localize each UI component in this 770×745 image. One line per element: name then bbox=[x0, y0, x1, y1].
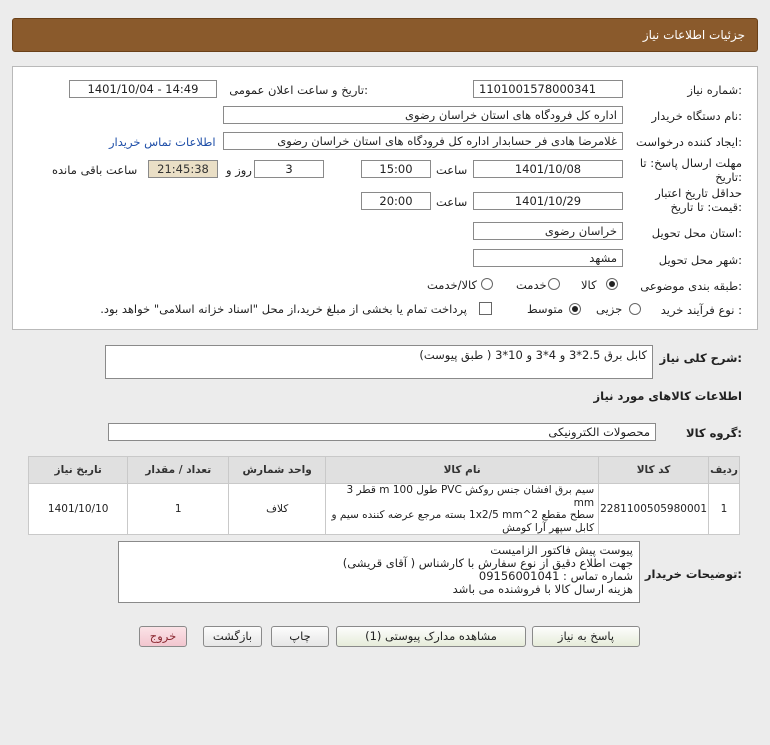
buyer-notes-line: هزینه ارسال کالا با فروشنده می باشد bbox=[452, 582, 633, 596]
print-button[interactable]: چاپ bbox=[271, 626, 329, 647]
description-label: شرح کلی نیاز: bbox=[659, 351, 742, 365]
goods-group-label: گروه کالا: bbox=[686, 426, 742, 440]
process-medium-radio[interactable] bbox=[569, 303, 581, 315]
price-validity-time-field: 20:00 bbox=[361, 192, 431, 210]
delivery-city-label: شهر محل تحویل: bbox=[658, 253, 742, 267]
table-row bbox=[29, 484, 740, 535]
countdown-timer: 21:45:38 bbox=[148, 160, 218, 178]
page-title: جزئیات اطلاعات نیاز bbox=[642, 28, 745, 42]
price-validity-label-2: قیمت: تا تاریخ: bbox=[670, 200, 742, 214]
col-header-row: ردیف bbox=[709, 457, 740, 484]
page-header bbox=[12, 18, 758, 52]
description-field: کابل برق 2.5*3 و 4*3 و 10*3 ( طبق پیوست) bbox=[105, 345, 653, 379]
price-validity-date-field: 1401/10/29 bbox=[473, 192, 623, 210]
buyer-org-label: نام دستگاه خریدار: bbox=[651, 109, 742, 123]
reply-button[interactable]: پاسخ به نیاز bbox=[532, 626, 640, 647]
process-partial-label: جزیی bbox=[596, 302, 623, 316]
exit-button[interactable]: خروج bbox=[139, 626, 187, 647]
buyer-notes-label: توضیحات خریدار: bbox=[644, 567, 742, 581]
cell-row: 1 bbox=[709, 484, 740, 535]
cell-code: 2281100505980001 bbox=[599, 484, 709, 535]
col-header-unit: واحد شمارش bbox=[229, 457, 326, 484]
buyer-notes-box bbox=[118, 541, 640, 603]
requester-field: غلامرضا هادی فر حسابدار اداره کل فرودگاه های استان خراسان رضوی bbox=[223, 132, 623, 150]
treasury-note: پرداخت تمام یا بخشی از مبلغ خرید،از محل "اسناد خزانه اسلامی" خواهد بود. bbox=[100, 302, 467, 316]
cell-date: 1401/10/10 bbox=[29, 484, 128, 535]
goods-info-heading: اطلاعات کالاهای مورد نیاز bbox=[593, 389, 742, 403]
process-partial-radio[interactable] bbox=[629, 303, 641, 315]
cell-name bbox=[326, 484, 599, 535]
category-label: طبقه بندی موضوعی: bbox=[640, 279, 742, 293]
buyer-notes-line: پیوست پیش فاکتور الزامیست bbox=[490, 543, 633, 557]
response-time-label: ساعت bbox=[436, 163, 468, 177]
buyer-contact-link[interactable]: اطلاعات تماس خریدار bbox=[109, 135, 216, 149]
cell-unit: کلاف bbox=[229, 484, 326, 535]
category-service-label: خدمت bbox=[516, 278, 547, 292]
purchase-process-label: نوع فرآیند خرید : bbox=[660, 303, 742, 317]
cell-name-line3: کابل سپهر آرا کومش bbox=[502, 521, 595, 534]
category-goods-radio[interactable] bbox=[606, 278, 618, 290]
category-goods-label: کالا bbox=[581, 278, 597, 292]
delivery-province-field: خراسان رضوی bbox=[473, 222, 623, 240]
response-deadline-label-1: مهلت ارسال پاسخ: تا bbox=[639, 156, 742, 170]
response-time-field: 15:00 bbox=[361, 160, 431, 178]
announce-date-label: تاریخ و ساعت اعلان عمومی: bbox=[229, 83, 368, 97]
remaining-label: ساعت باقی مانده bbox=[52, 163, 138, 177]
cell-name-line1: سیم برق افشان جنس روکش PVC طول 100 m قطر 3 mm bbox=[346, 484, 595, 509]
table-header-row bbox=[29, 457, 740, 484]
col-header-qty: تعداد / مقدار bbox=[128, 457, 229, 484]
category-service-radio[interactable] bbox=[548, 278, 560, 290]
delivery-province-label: استان محل تحویل: bbox=[651, 226, 742, 240]
cell-qty: 1 bbox=[128, 484, 229, 535]
attachments-button[interactable]: مشاهده مدارک پیوستی (1) bbox=[336, 626, 526, 647]
back-button[interactable]: بازگشت bbox=[203, 626, 262, 647]
price-validity-time-label: ساعت bbox=[436, 195, 468, 209]
delivery-city-field: مشهد bbox=[473, 249, 623, 267]
col-header-code: کد کالا bbox=[599, 457, 709, 484]
category-goods-service-label: کالا/خدمت bbox=[427, 278, 478, 292]
days-label: روز و bbox=[226, 163, 252, 177]
treasury-checkbox[interactable] bbox=[479, 302, 492, 315]
items-table-panel bbox=[28, 456, 744, 534]
goods-group-field: محصولات الکترونیکی bbox=[108, 423, 656, 441]
requester-label: ایجاد کننده درخواست: bbox=[636, 135, 742, 149]
remaining-days-field: 3 bbox=[254, 160, 324, 178]
announce-date-field: 1401/10/04 - 14:49 bbox=[69, 80, 217, 98]
buyer-org-field: اداره کل فرودگاه های استان خراسان رضوی bbox=[223, 106, 623, 124]
col-header-name: نام کالا bbox=[326, 457, 599, 484]
buyer-notes-line: شماره تماس : 09156001041 bbox=[478, 569, 633, 583]
process-medium-label: متوسط bbox=[527, 302, 564, 316]
items-table bbox=[28, 456, 740, 535]
cell-name-line2: سطح مقطع 1x2/5 mm^2 بسته مرجع عرضه کننده سیم و bbox=[331, 509, 595, 521]
buyer-notes-line: جهت اطلاع دقیق از نوع سفارش با کارشناس ( آقای قریشی) bbox=[342, 556, 633, 570]
price-validity-label-1: حداقل تاریخ اعتبار bbox=[655, 186, 742, 200]
need-number-field: 1101001578000341 bbox=[473, 80, 623, 98]
col-header-date: تاریخ نیاز bbox=[29, 457, 128, 484]
response-deadline-label-2: تاریخ: bbox=[715, 170, 742, 184]
response-date-field: 1401/10/08 bbox=[473, 160, 623, 178]
category-goods-service-radio[interactable] bbox=[481, 278, 493, 290]
need-number-label: شماره نیاز: bbox=[687, 83, 742, 97]
